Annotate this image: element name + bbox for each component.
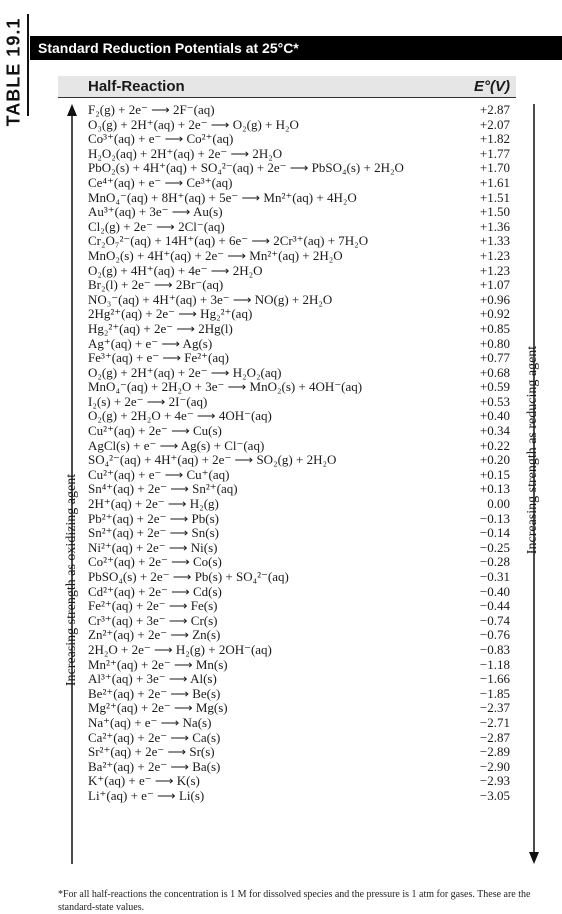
reducing-agent-label: Increasing strength as reducing agent [525, 345, 540, 555]
potential-value: +0.22 [479, 437, 510, 453]
table-row [88, 176, 516, 191]
table-title: Standard Reduction Potentials at 25°C* [38, 40, 299, 56]
table-row [88, 716, 516, 731]
potential-value: −0.13 [479, 510, 510, 526]
half-reaction: NO₃⁻(aq) + 4H⁺(aq) + 3e⁻ ⟶ NO(g) + 2H₂O [88, 291, 333, 307]
half-reaction: MnO₄⁻(aq) + 2H₂O + 3e⁻ ⟶ MnO₂(s) + 4OH⁻(aq) [88, 379, 363, 395]
potential-value: +0.68 [479, 364, 510, 380]
half-reaction: O₂(g) + 2H⁺(aq) + 2e⁻ ⟶ H₂O₂(aq) [88, 364, 282, 380]
potential-value: −0.28 [479, 554, 510, 570]
table-number-label [2, 12, 26, 132]
table-row [88, 147, 516, 162]
potential-value: 0.00 [487, 496, 510, 512]
half-reaction: Na⁺(aq) + e⁻ ⟶ Na(s) [88, 714, 212, 730]
table-row [88, 789, 516, 804]
half-reaction: 2H₂O + 2e⁻ ⟶ H₂(g) + 2OH⁻(aq) [88, 641, 272, 657]
table-row [88, 526, 516, 541]
table-row [88, 497, 516, 512]
potential-value: +0.59 [479, 379, 510, 395]
half-reaction: Sr²⁺(aq) + 2e⁻ ⟶ Sr(s) [88, 744, 215, 760]
table-row [88, 760, 516, 775]
potential-value: +1.77 [479, 145, 510, 161]
potential-value: +0.85 [479, 320, 510, 336]
table-row [88, 351, 516, 366]
half-reaction: Zn²⁺(aq) + 2e⁻ ⟶ Zn(s) [88, 627, 221, 643]
table-row [88, 103, 516, 118]
table-row [88, 395, 516, 410]
potential-value: −0.44 [479, 598, 510, 614]
table-row [88, 482, 516, 497]
potential-value: −0.74 [479, 612, 510, 628]
table-row [88, 585, 516, 600]
table-row [88, 366, 516, 381]
potential-value: +1.33 [479, 233, 510, 249]
title-bar [30, 36, 562, 60]
side-divider [27, 14, 29, 116]
table-row [88, 234, 516, 249]
half-reaction: O₃(g) + 2H⁺(aq) + 2e⁻ ⟶ O₂(g) + H₂O [88, 116, 299, 132]
potential-value: −2.87 [479, 729, 510, 745]
half-reaction: Mn²⁺(aq) + 2e⁻ ⟶ Mn(s) [88, 656, 228, 672]
table-row [88, 322, 516, 337]
half-reaction: O₂(g) + 2H₂O + 4e⁻ ⟶ 4OH⁻(aq) [88, 408, 272, 424]
table-row [88, 439, 516, 454]
table-row [88, 555, 516, 570]
table-row [88, 687, 516, 702]
potential-value: −1.18 [479, 656, 510, 672]
table-row [88, 132, 516, 147]
table-row [88, 541, 516, 556]
table-row [88, 424, 516, 439]
half-reaction: Ni²⁺(aq) + 2e⁻ ⟶ Ni(s) [88, 539, 218, 555]
potential-value: +0.77 [479, 350, 510, 366]
half-reaction: Ca²⁺(aq) + 2e⁻ ⟶ Ca(s) [88, 729, 221, 745]
potential-value: −0.40 [479, 583, 510, 599]
half-reaction: Ba²⁺(aq) + 2e⁻ ⟶ Ba(s) [88, 758, 221, 774]
half-reaction-table [88, 103, 516, 804]
potential-value: +1.61 [479, 174, 510, 190]
table-row [88, 672, 516, 687]
footnote: *For all half-reactions the concentration is 1 M for dissolved species and the pressure is 1 atm for gases. These are the standard-state values. [58, 889, 531, 913]
header-half-reaction: Half-Reaction [88, 78, 185, 95]
half-reaction: Mg²⁺(aq) + 2e⁻ ⟶ Mg(s) [88, 700, 228, 716]
table-row [88, 293, 516, 308]
table-row [88, 118, 516, 133]
table-row [88, 628, 516, 643]
half-reaction: PbSO₄(s) + 2e⁻ ⟶ Pb(s) + SO₄²⁻(aq) [88, 569, 289, 584]
table-row [88, 512, 516, 527]
half-reaction: Co²⁺(aq) + 2e⁻ ⟶ Co(s) [88, 554, 222, 570]
half-reaction: MnO₂(s) + 4H⁺(aq) + 2e⁻ ⟶ Mn²⁺(aq) + 2H₂O [88, 247, 343, 263]
table-row [88, 453, 516, 468]
table-row [88, 599, 516, 614]
potential-value: −3.05 [479, 787, 510, 803]
half-reaction: PbO₂(s) + 4H⁺(aq) + SO₄²⁻(aq) + 2e⁻ ⟶ PbSO₄(s) + 2H₂O [88, 160, 404, 176]
potential-value: −0.31 [479, 569, 510, 584]
potential-value: +1.50 [479, 204, 510, 220]
table-row [88, 614, 516, 629]
half-reaction: Cl₂(g) + 2e⁻ ⟶ 2Cl⁻(aq) [88, 218, 225, 234]
half-reaction: Sn⁴⁺(aq) + 2e⁻ ⟶ Sn²⁺(aq) [88, 481, 238, 497]
half-reaction: Pb²⁺(aq) + 2e⁻ ⟶ Pb(s) [88, 510, 219, 526]
potential-value: +1.23 [479, 262, 510, 278]
table-row [88, 337, 516, 352]
table-row [88, 468, 516, 483]
table-row [88, 701, 516, 716]
potential-value: +0.40 [479, 408, 510, 424]
table-row [88, 380, 516, 395]
header-potential: E°(V) [474, 78, 510, 95]
half-reaction: Ce⁴⁺(aq) + e⁻ ⟶ Ce³⁺(aq) [88, 174, 233, 190]
potential-value: +1.23 [479, 247, 510, 263]
potential-value: +1.36 [479, 218, 510, 234]
potential-value: −2.89 [479, 744, 510, 760]
table-row [88, 570, 516, 585]
table-row [88, 249, 516, 264]
half-reaction: H₂O₂(aq) + 2H⁺(aq) + 2e⁻ ⟶ 2H₂O [88, 145, 283, 161]
potential-value: −1.66 [479, 671, 510, 687]
oxidizing-agent-label: Increasing strength as oxidizing agent [64, 473, 79, 687]
table-row [88, 409, 516, 424]
potential-value: +0.96 [479, 291, 510, 307]
table-row [88, 161, 516, 176]
potential-value: −0.14 [479, 525, 510, 541]
half-reaction: Ag⁺(aq) + e⁻ ⟶ Ag(s) [88, 335, 213, 351]
half-reaction: Cu²⁺(aq) + 2e⁻ ⟶ Cu(s) [88, 423, 222, 439]
potential-value: +0.13 [479, 481, 510, 497]
half-reaction: AgCl(s) + e⁻ ⟶ Ag(s) + Cl⁻(aq) [88, 437, 265, 453]
potential-value: +1.82 [479, 131, 510, 147]
half-reaction: Be²⁺(aq) + 2e⁻ ⟶ Be(s) [88, 685, 221, 701]
half-reaction: MnO₄⁻(aq) + 8H⁺(aq) + 5e⁻ ⟶ Mn²⁺(aq) + 4H₂O [88, 189, 357, 205]
table-row [88, 191, 516, 206]
potential-value: +1.07 [479, 277, 510, 293]
half-reaction: Co³⁺(aq) + e⁻ ⟶ Co²⁺(aq) [88, 131, 234, 147]
half-reaction: Fe³⁺(aq) + e⁻ ⟶ Fe²⁺(aq) [88, 350, 229, 366]
potential-value: −2.71 [479, 714, 510, 730]
table-number-text: TABLE 19.1 [3, 17, 24, 127]
table-row [88, 731, 516, 746]
table-row [88, 643, 516, 658]
potential-value: −2.37 [479, 700, 510, 716]
table-row [88, 278, 516, 293]
table-row [88, 220, 516, 235]
half-reaction: Al³⁺(aq) + 3e⁻ ⟶ Al(s) [88, 671, 217, 687]
potential-value: +0.53 [479, 393, 510, 409]
table-row [88, 658, 516, 673]
table-row [88, 205, 516, 220]
half-reaction: Sn²⁺(aq) + 2e⁻ ⟶ Sn(s) [88, 525, 219, 541]
half-reaction: SO₄²⁻(aq) + 4H⁺(aq) + 2e⁻ ⟶ SO₂(g) + 2H₂O [88, 452, 337, 468]
potential-value: +2.07 [479, 116, 510, 132]
half-reaction: O₂(g) + 4H⁺(aq) + 4e⁻ ⟶ 2H₂O [88, 262, 263, 278]
half-reaction: Cr₂O₇²⁻(aq) + 14H⁺(aq) + 6e⁻ ⟶ 2Cr³⁺(aq) + 7H₂O [88, 233, 369, 249]
potential-value: +0.80 [479, 335, 510, 351]
half-reaction: I₂(s) + 2e⁻ ⟶ 2I⁻(aq) [88, 393, 208, 409]
half-reaction: F₂(g) + 2e⁻ ⟶ 2F⁻(aq) [88, 102, 215, 117]
column-header [58, 76, 516, 98]
half-reaction: 2Hg²⁺(aq) + 2e⁻ ⟶ Hg₂²⁺(aq) [88, 306, 253, 322]
half-reaction: Br₂(l) + 2e⁻ ⟶ 2Br⁻(aq) [88, 277, 224, 293]
potential-value: −1.85 [479, 685, 510, 701]
potential-value: +0.15 [479, 466, 510, 482]
half-reaction: Li⁺(aq) + e⁻ ⟶ Li(s) [88, 787, 205, 803]
potential-value: −0.83 [479, 641, 510, 657]
half-reaction: Fe²⁺(aq) + 2e⁻ ⟶ Fe(s) [88, 598, 218, 614]
table-row [88, 774, 516, 789]
potential-value: +1.70 [479, 160, 510, 176]
half-reaction: Hg₂²⁺(aq) + 2e⁻ ⟶ 2Hg(l) [88, 320, 233, 336]
potential-value: −2.90 [479, 758, 510, 774]
potential-value: +0.92 [479, 306, 510, 322]
table-row [88, 264, 516, 279]
half-reaction: 2H⁺(aq) + 2e⁻ ⟶ H₂(g) [88, 496, 219, 512]
table-row [88, 745, 516, 760]
potential-value: +2.87 [479, 102, 510, 117]
table-row [88, 307, 516, 322]
potential-value: +0.20 [479, 452, 510, 468]
potential-value: +0.34 [479, 423, 510, 439]
potential-value: −2.93 [479, 773, 510, 789]
potential-value: +1.51 [479, 189, 510, 205]
half-reaction: Au³⁺(aq) + 3e⁻ ⟶ Au(s) [88, 204, 223, 220]
potential-value: −0.76 [479, 627, 510, 643]
half-reaction: Cu²⁺(aq) + e⁻ ⟶ Cu⁺(aq) [88, 466, 230, 482]
potential-value: −0.25 [479, 539, 510, 555]
half-reaction: Cr³⁺(aq) + 3e⁻ ⟶ Cr(s) [88, 612, 218, 628]
half-reaction: K⁺(aq) + e⁻ ⟶ K(s) [88, 773, 200, 789]
half-reaction: Cd²⁺(aq) + 2e⁻ ⟶ Cd(s) [88, 583, 222, 599]
